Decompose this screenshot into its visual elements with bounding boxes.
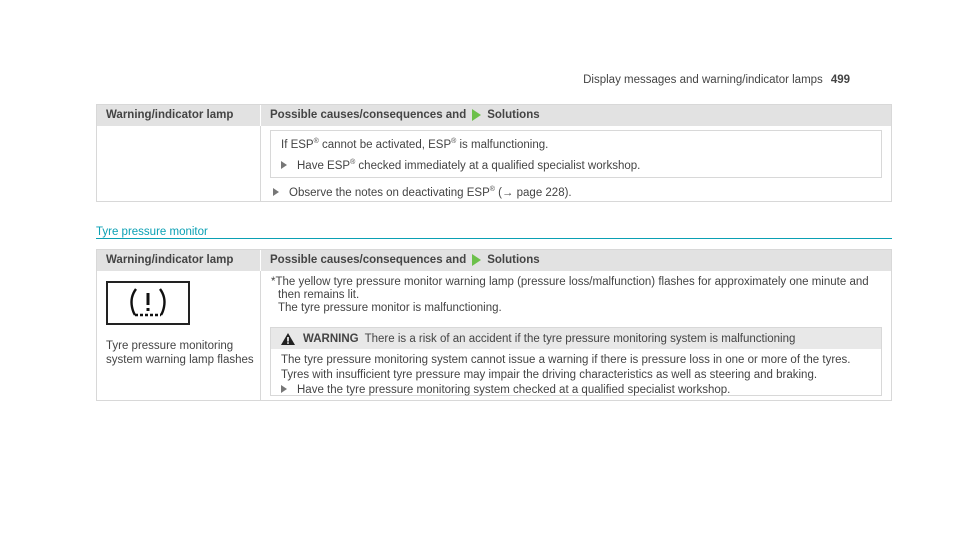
intro-line-3: The tyre pressure monitor is malfunctioning. [278, 302, 502, 314]
lamp-caption-2: system warning lamp flashes [106, 354, 254, 366]
solutions-arrow-icon [472, 109, 481, 121]
table-row [97, 271, 891, 400]
col-header-lamp: Warning/indicator lamp [97, 105, 261, 126]
bullet-arrow-icon [281, 385, 287, 393]
tyre-pressure-warning-lamp-icon [106, 281, 190, 325]
warning-paragraph-2: Tyres with insufficient tyre pressure may impair the driving characteristics as well as steering and braking. [281, 369, 818, 381]
col-header-solutions-label: Solutions [487, 254, 540, 266]
col-header-causes [261, 105, 891, 126]
col-header-lamp: Warning/indicator lamp [97, 250, 261, 271]
bullet-observe-notes: Observe the notes on deactivating ESP® (→ page 228). [273, 186, 572, 199]
section-divider [96, 238, 892, 239]
running-header [583, 74, 850, 86]
bullet-arrow-icon [273, 188, 279, 196]
table-row [97, 126, 891, 201]
solutions-arrow-icon [472, 254, 481, 266]
lamp-caption-1: Tyre pressure monitoring [106, 340, 234, 352]
warning-header [271, 328, 881, 349]
box-text: If ESP® cannot be activated, ESP® is malfunctioning. [281, 138, 549, 151]
warning-label: WARNING [303, 332, 359, 345]
warning-headline: There is a risk of an accident if the tyre pressure monitoring system is malfunctioning [364, 332, 796, 345]
lamp-cell [97, 271, 261, 400]
warning-bullet: Have the tyre pressure monitoring system checked at a qualified specialist workshop. [281, 384, 730, 396]
intro-line-2: then remains lit. [278, 289, 360, 301]
warning-paragraph-1: The tyre pressure monitoring system cannot issue a warning if there is pressure loss in one or more of the tyres. [281, 354, 851, 366]
bullet-arrow-icon [281, 161, 287, 169]
lamp-cell [97, 126, 261, 201]
causes-cell [261, 126, 891, 201]
warning-box [270, 327, 882, 396]
esp-table [96, 104, 892, 202]
causes-cell [261, 271, 891, 400]
warning-triangle-icon [281, 333, 295, 345]
continued-box [270, 130, 882, 178]
table-header [97, 105, 891, 126]
tyre-pressure-table [96, 249, 892, 401]
header-title: Display messages and warning/indicator lamps [583, 74, 823, 86]
section-title: Tyre pressure monitor [96, 226, 208, 238]
page-number: 499 [830, 74, 850, 86]
intro-line-1: *The yellow tyre pressure monitor warning lamp (pressure loss/malfunction) flashes for approximately one minute and [271, 276, 869, 288]
col-header-causes-label: Possible causes/consequences and [270, 254, 467, 266]
col-header-solutions-label: Solutions [487, 109, 540, 121]
table-header [97, 250, 891, 271]
col-header-causes [261, 250, 891, 271]
box-bullet: Have ESP® checked immediately at a qualified specialist workshop. [281, 159, 640, 172]
col-header-causes-label: Possible causes/consequences and [270, 109, 467, 121]
